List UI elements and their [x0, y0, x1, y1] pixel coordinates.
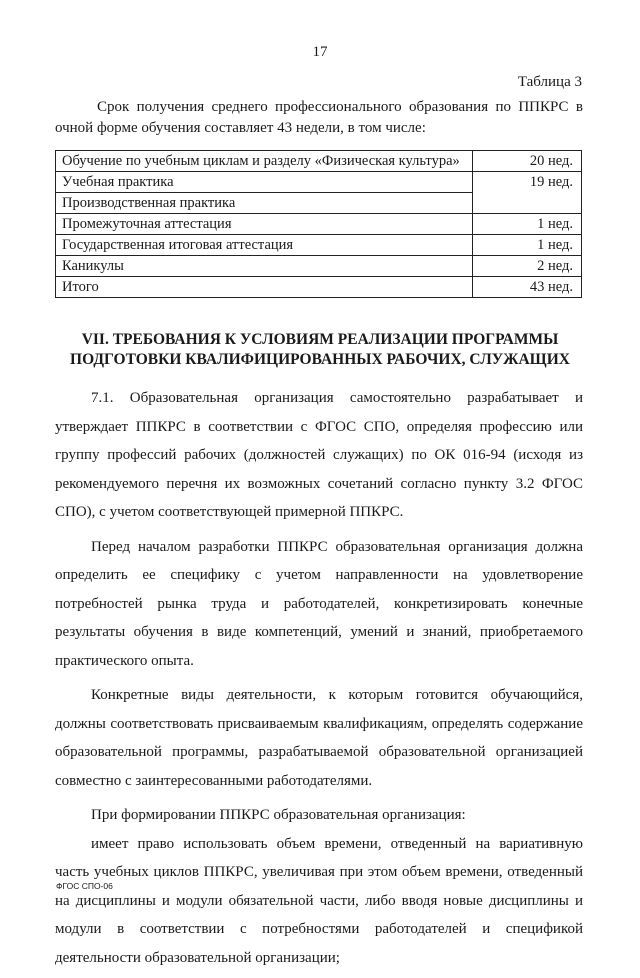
- table-cell-value: 19 нед.: [473, 172, 582, 214]
- section-title-line: VII. ТРЕБОВАНИЯ К УСЛОВИЯМ РЕАЛИЗАЦИИ ПРОГРАММЫ: [81, 331, 559, 348]
- table-cell-name: Каникулы: [56, 256, 473, 277]
- body-text: [55, 384, 583, 978]
- paragraph: имеет право использовать объем времени, отведенный на вариативную часть учебных циклов ППКРС, увеличивая при этом объем времени, отведенный на дисциплины и модули обязательной части, либо вводя новые дисциплины и модули в соответствии с потребностями работодателей и спецификой деятельности образовательной организации;: [55, 835, 583, 966]
- table-row: [56, 235, 582, 256]
- paragraph: Перед началом разработки ППКРС образовательная организация должна определить ее специфику с учетом направленности на удовлетворение потребностей рынка труда и работодателей, конкретизировать конечные результаты обучения в виде компетенций, умений и знаний, приобретаемого практического опыта.: [55, 538, 583, 669]
- table-cell-name: Учебная практика: [56, 172, 473, 193]
- table-cell-value: 20 нед.: [473, 151, 582, 172]
- table-cell-value: 2 нед.: [473, 256, 582, 277]
- table-cell-name: Производственная практика: [56, 193, 473, 214]
- table-cell-name: Государственная итоговая аттестация: [56, 235, 473, 256]
- intro-paragraph: Срок получения среднего профессионального образования по ППКРС в очной форме обучения составляет 43 недели, в том числе:: [55, 99, 583, 136]
- table-row: [56, 151, 582, 172]
- page-number: 17: [312, 44, 328, 60]
- table-cell-name: Обучение по учебным циклам и разделу «Физическая культура»: [56, 151, 473, 172]
- table-cell-value: 43 нед.: [473, 277, 582, 298]
- table-cell-name: Итого: [56, 277, 473, 298]
- table-label: Таблица 3: [517, 74, 582, 90]
- table-row: [56, 214, 582, 235]
- table-cell-value: 1 нед.: [473, 235, 582, 256]
- paragraph: 7.1. Образовательная организация самостоятельно разрабатывает и утверждает ППКРС в соответствии с ФГОС СПО, определяя профессию или группу профессий рабочих (должностей служащих) по ОК 016-94 (исходя из рекомендуемого перечня их возможных сочетаний согласно пункту 3.2 ФГОС СПО), с учетом соответствующей примерной ППКРС.: [55, 390, 583, 520]
- section-title: [40, 330, 600, 370]
- table-cell-name: Промежуточная аттестация: [56, 214, 473, 235]
- section-title-line: ПОДГОТОВКИ КВАЛИФИЦИРОВАННЫХ РАБОЧИХ, СЛУЖАЩИХ: [70, 351, 570, 368]
- table-row: [56, 277, 582, 298]
- schedule-table: [55, 150, 582, 298]
- paragraph: Конкретные виды деятельности, к которым готовится обучающийся, должны соответствовать присваиваемым квалификациям, определять содержание образовательной программы, разрабатываемой образовательной организацией совместно с заинтересованными работодателями.: [55, 687, 583, 789]
- table-row: [56, 256, 582, 277]
- footer-code: ФГОС СПО-06: [56, 881, 113, 891]
- paragraph: При формировании ППКРС образовательная организация:: [91, 807, 466, 823]
- table-row: [56, 172, 582, 193]
- table-cell-value: 1 нед.: [473, 214, 582, 235]
